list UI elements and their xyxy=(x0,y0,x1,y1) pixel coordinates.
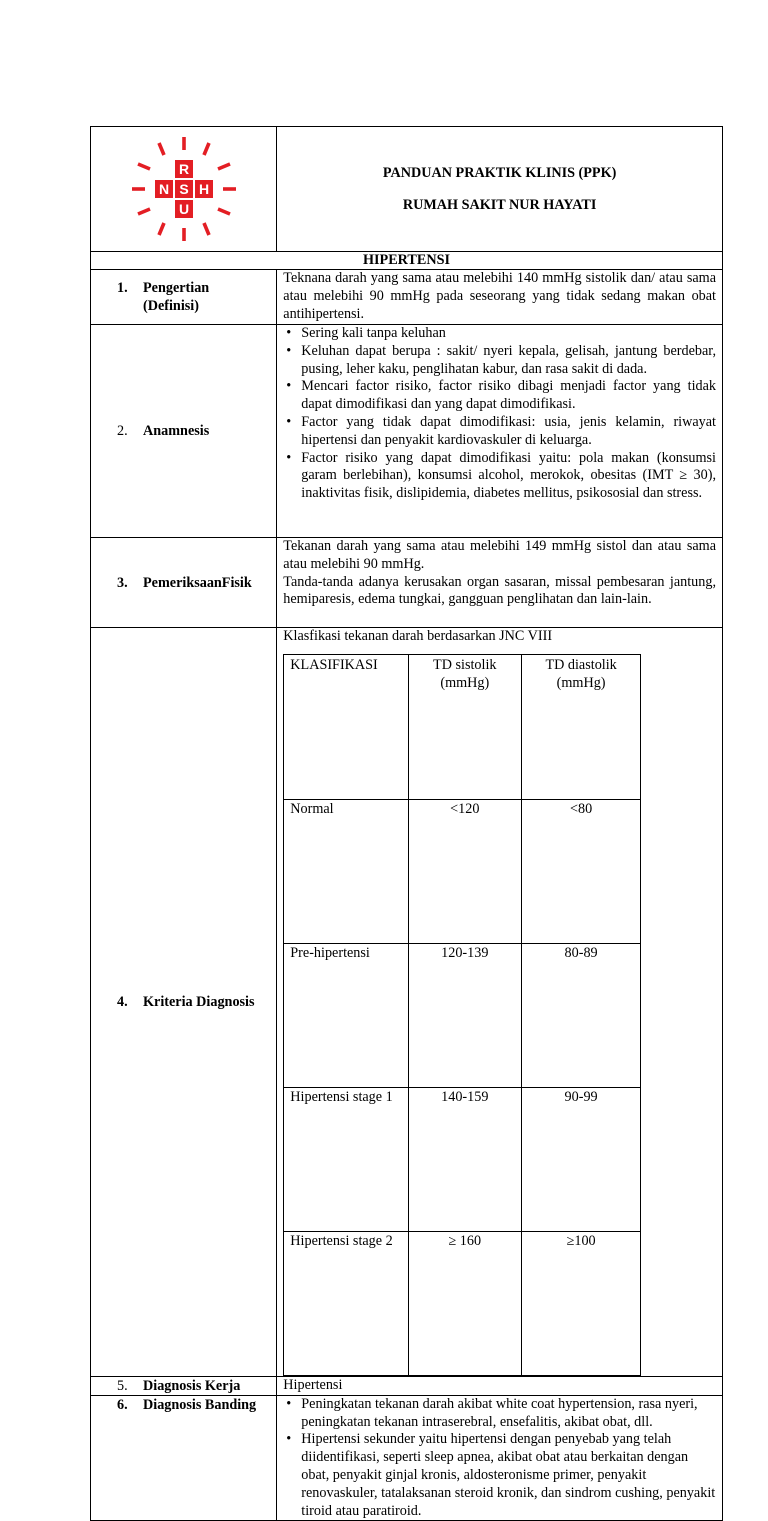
cell-sistolik: 120-139 xyxy=(408,943,521,1087)
content-banding xyxy=(277,1395,723,1521)
cell-sistolik: ≥ 160 xyxy=(408,1231,521,1375)
content-pemeriksaan xyxy=(277,538,723,628)
label-kriteria-diagnosis: Kriteria Diagnosis xyxy=(143,993,255,1010)
label-cell-pemeriksaan xyxy=(91,538,277,628)
list-item: • Sering kali tanpa keluhan xyxy=(283,325,716,343)
kriteria-intro: Klasfikasi tekanan darah berdasarkan JNC VIII xyxy=(283,628,553,644)
row-number: 4. xyxy=(117,993,128,1010)
label-cell-anamnesis xyxy=(91,325,277,538)
ppk-document-table xyxy=(90,126,723,1521)
label-cell-kriteria xyxy=(91,628,277,1377)
cell-diastolik: ≥100 xyxy=(521,1231,640,1375)
pengertian-text: Teknana darah yang sama atau melebihi 140 mmHg sistolik dan/ atau sama atau melebihi 90 mmHg pada seseorang yang tidak sedang makan obat antihipertensi. xyxy=(283,270,716,322)
list-item: • Peningkatan tekanan darah akibat white coat hypertension, rasa nyeri, peningkatan tekanan intraserebral, ensefalitis, akibat obat, dll. xyxy=(283,1396,716,1432)
logo-letter-r: R xyxy=(178,161,189,177)
label-diagnosis-kerja: Diagnosis Kerja xyxy=(143,1377,241,1394)
row-anamnesis xyxy=(91,325,723,538)
logo-cell xyxy=(91,127,277,252)
header-row xyxy=(91,127,723,252)
row-number: 6. xyxy=(117,1396,128,1413)
cell-diastolik: 80-89 xyxy=(521,943,640,1087)
header-td-sistolik: TD sistolik (mmHg) xyxy=(408,654,521,799)
hospital-name: RUMAH SAKIT NUR HAYATI xyxy=(402,197,597,213)
doc-title: PANDUAN PRAKTIK KLINIS (PPK) xyxy=(382,165,617,181)
row-kriteria-diagnosis xyxy=(91,628,723,1377)
content-kriteria xyxy=(277,628,723,1377)
pemeriksaan-para-1: Tekanan darah yang sama atau melebihi 149 mmHg sistol dan atau sama atau melebihi 90 mmHg. xyxy=(283,538,716,572)
diagnosis-kerja-text: Hipertensi xyxy=(283,1376,343,1393)
list-item: • Factor yang tidak dapat dimodifikasi: usia, jenis kelamin, riwayat hipertensi dan penyakit kardiovaskuler di keluarga. xyxy=(283,414,716,450)
pemeriksaan-para-2: Tanda-tanda adanya kerusakan organ sasaran, missal pembesaran jantung, hemiparesis, edema tungkai, gangguan penglihatan dan lain-lain. xyxy=(283,573,716,608)
section-title-row xyxy=(91,252,723,270)
cell-diastolik: 90-99 xyxy=(521,1087,640,1231)
list-item: • Keluhan dapat berupa : sakit/ nyeri kepala, gelisah, jantung berdebar, pusing, leher kaku, penglihatan kabur, dan rasa sakit di dada. xyxy=(283,343,716,379)
cell-diastolik: <80 xyxy=(521,799,640,943)
row-number: 3. xyxy=(117,574,128,591)
row-diagnosis-kerja xyxy=(91,1376,723,1395)
list-item: • Factor risiko yang dapat dimodifikasi yaitu: pola makan (konsumsi garam berlebihan), konsumsi alcohol, merokok, obesitas (IMT ≥ 30), inaktivitas fisik, dislipidemia, diabetes mellitus, psikososial dan stress. xyxy=(283,450,716,503)
jnc-classification-table xyxy=(283,654,641,1376)
content-anamnesis xyxy=(277,325,723,538)
content-pengertian xyxy=(277,270,723,325)
anamnesis-list xyxy=(283,325,716,503)
label-diagnosis-banding: Diagnosis Banding xyxy=(143,1396,257,1413)
label-cell-kerja xyxy=(91,1376,277,1395)
cell-klasifikasi: Normal xyxy=(284,799,408,943)
cell-klasifikasi: Hipertensi stage 1 xyxy=(284,1087,408,1231)
cell-klasifikasi: Hipertensi stage 2 xyxy=(284,1231,408,1375)
row-pengertian xyxy=(91,270,723,325)
table-row xyxy=(284,1231,641,1375)
header-td-diastolik: TD diastolik (mmHg) xyxy=(521,654,640,799)
logo-letter-n: N xyxy=(158,181,169,197)
table-row xyxy=(284,943,641,1087)
table-header-row xyxy=(284,654,641,799)
logo-letter-s: S xyxy=(178,181,189,197)
row-pemeriksaan-fisik xyxy=(91,538,723,628)
table-row xyxy=(284,1087,641,1231)
table-row xyxy=(284,799,641,943)
label-definisi: (Definisi) xyxy=(143,298,199,314)
list-item: • Mencari factor risiko, factor risiko dibagi menjadi factor yang tidak dapat dimodifikasi dan yang dapat dimodifikasi. xyxy=(283,378,716,414)
header-title-cell xyxy=(277,127,723,252)
label-cell-banding xyxy=(91,1395,277,1521)
banding-list xyxy=(283,1396,716,1521)
list-item: • Hipertensi sekunder yaitu hipertensi dengan penyebab yang telah diidentifikasi, seperti sleep apnea, akibat obat atau berkaitan dengan obat, penyakit ginjal kronis, aldosteronisme primer, penyakit renovaskuler, tatalaksanan steroid kronik, dan sindrom cushing, penyakit tiroid atau paratiroid. xyxy=(283,1431,716,1520)
row-number: 5. xyxy=(117,1377,128,1394)
label-anamnesis: Anamnesis xyxy=(143,423,210,439)
logo-letter-h: H xyxy=(198,181,209,197)
logo-letter-u: U xyxy=(178,201,189,217)
label-pengertian: Pengertian xyxy=(143,280,210,296)
row-diagnosis-banding xyxy=(91,1395,723,1521)
cell-klasifikasi: Pre-hipertensi xyxy=(284,943,408,1087)
content-kerja xyxy=(277,1376,723,1395)
label-cell-pengertian xyxy=(91,270,277,325)
hospital-logo xyxy=(129,134,239,244)
row-number: 2. xyxy=(117,423,128,439)
label-pemeriksaan-fisik: PemeriksaanFisik xyxy=(143,574,252,591)
row-number: 1. xyxy=(117,280,128,296)
section-title: HIPERTENSI xyxy=(91,252,723,270)
cell-sistolik: <120 xyxy=(408,799,521,943)
cell-sistolik: 140-159 xyxy=(408,1087,521,1231)
header-klasifikasi: KLASIFIKASI xyxy=(284,654,408,799)
